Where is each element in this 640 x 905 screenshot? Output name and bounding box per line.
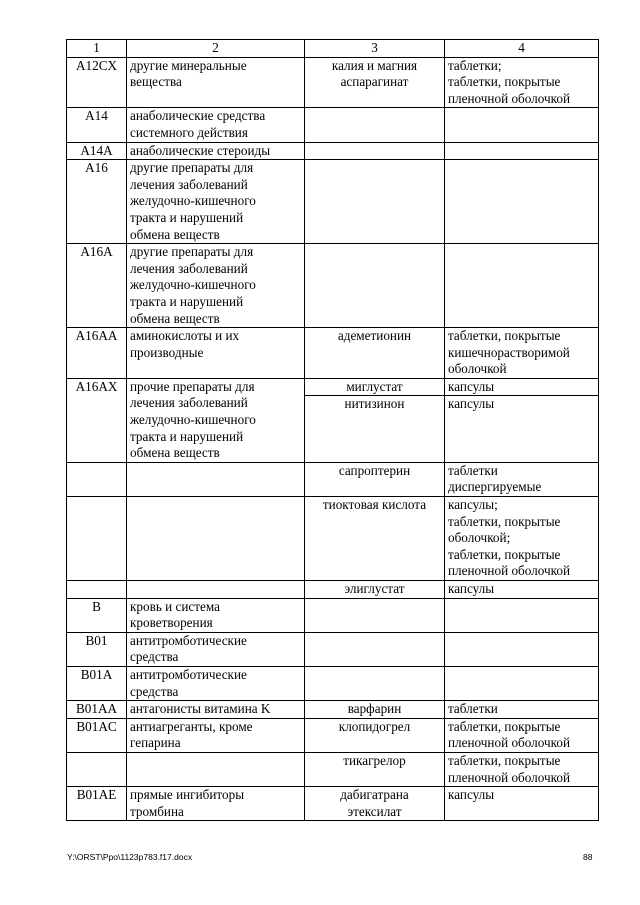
column-header-1: 1 bbox=[67, 40, 127, 58]
cell-text-line: аминокислоты и их bbox=[130, 328, 240, 344]
footer-file-path: Y:\ORST\Ppo\1123p783.f17.docx bbox=[67, 852, 193, 862]
drug-name-cell bbox=[305, 718, 445, 752]
cell-text-line: тиоктовая кислота bbox=[322, 497, 427, 513]
cell-text-line: элиглустат bbox=[344, 581, 405, 596]
cell-text-line: пленочной оболочкой bbox=[448, 769, 571, 785]
cell-text-line: лечения заболеваний bbox=[130, 176, 248, 192]
atc-code-cell bbox=[67, 497, 127, 581]
cell-text-line: таблетки, покрытые bbox=[448, 546, 561, 562]
drug-name-cell bbox=[305, 666, 445, 700]
cell-text-line: адеметионин bbox=[337, 328, 412, 344]
dosage-form-cell bbox=[445, 244, 599, 328]
cell-text-line: миглустат bbox=[346, 378, 403, 394]
group-name-cell bbox=[127, 701, 305, 719]
column-header-4: 4 bbox=[445, 40, 599, 58]
cell-text-line: обмена веществ bbox=[130, 310, 220, 326]
group-name-cell bbox=[127, 328, 305, 379]
cell-text-line: оболочкой bbox=[448, 361, 507, 377]
drug-name-cell bbox=[305, 497, 445, 581]
atc-code-cell: A16 bbox=[67, 160, 127, 244]
cell-text-line: клопидогрел bbox=[338, 718, 411, 734]
cell-text-line: калия и магния bbox=[331, 57, 418, 73]
cell-text-line: таблетки bbox=[448, 462, 498, 478]
dosage-form-cell bbox=[445, 328, 599, 379]
cell-text-line: тикагрелор bbox=[343, 752, 406, 768]
drug-name-cell bbox=[305, 328, 445, 379]
cell-text-line: лечения заболеваний bbox=[130, 395, 248, 411]
drug-name-cell bbox=[305, 244, 445, 328]
cell-text-line: анаболические средства bbox=[130, 108, 266, 124]
dosage-form-cell bbox=[445, 666, 599, 700]
cell-text-line: аспарагинат bbox=[340, 74, 409, 90]
cell-text-line: антиагреганты, кроме bbox=[130, 718, 253, 734]
cell-text-line: капсулы bbox=[445, 395, 598, 413]
cell-text-line: другие препараты для bbox=[130, 244, 254, 260]
cell-text-line: этексилат bbox=[347, 803, 402, 819]
atc-code-cell: B01AA bbox=[67, 701, 127, 719]
dosage-form-cell bbox=[445, 57, 599, 108]
table-row bbox=[67, 666, 599, 700]
atc-code-cell: B bbox=[67, 598, 127, 632]
table-row bbox=[67, 142, 599, 160]
drug-name-cell bbox=[305, 632, 445, 666]
dosage-form-cell bbox=[445, 701, 599, 719]
group-name-cell bbox=[127, 57, 305, 108]
dosage-form-cell bbox=[445, 378, 599, 462]
group-name-cell bbox=[127, 581, 305, 599]
cell-text-line: таблетки, покрытые bbox=[448, 718, 561, 734]
atc-code-cell: A16A bbox=[67, 244, 127, 328]
cell-text-line: таблетки, покрытые bbox=[448, 74, 561, 90]
cell-text-line: прочие препараты для bbox=[130, 378, 255, 394]
drug-name-cell bbox=[305, 142, 445, 160]
drug-name-cell bbox=[305, 752, 445, 786]
cell-text-line: тракта и нарушений bbox=[130, 209, 244, 225]
cell-text-line: производные bbox=[130, 344, 204, 360]
drug-name-cell bbox=[305, 701, 445, 719]
dosage-form-cell bbox=[445, 598, 599, 632]
table-row bbox=[67, 701, 599, 719]
atc-code-cell: B01 bbox=[67, 632, 127, 666]
table-row bbox=[67, 57, 599, 108]
cell-text-line: пленочной оболочкой bbox=[448, 90, 571, 106]
cell-text-line: варфарин bbox=[347, 701, 402, 717]
cell-text-line: желудочно-кишечного bbox=[130, 412, 256, 428]
cell-text-line: обмена веществ bbox=[130, 226, 220, 242]
cell-text-line: таблетки; bbox=[448, 57, 502, 73]
footer-page-number: 88 bbox=[583, 852, 593, 862]
cell-text-line: антитромботические bbox=[130, 666, 247, 682]
cell-text-line: лечения заболеваний bbox=[130, 260, 248, 276]
cell-text-line: гепарина bbox=[130, 735, 181, 751]
cell-text-line: тракта и нарушений bbox=[130, 293, 244, 309]
cell-text-line: средства bbox=[130, 649, 179, 665]
cell-text-line: тромбина bbox=[130, 803, 184, 819]
cell-text-line: другие минеральные bbox=[130, 57, 247, 73]
dosage-form-cell bbox=[445, 718, 599, 752]
drug-name-cell bbox=[305, 378, 445, 462]
atc-code-cell: A16AA bbox=[67, 328, 127, 379]
table-row bbox=[67, 787, 599, 821]
drug-name-cell bbox=[305, 581, 445, 599]
dosage-form-cell bbox=[445, 752, 599, 786]
group-name-cell bbox=[127, 752, 305, 786]
atc-code-cell: A14 bbox=[67, 108, 127, 142]
group-name-cell bbox=[127, 497, 305, 581]
group-name-cell bbox=[127, 632, 305, 666]
group-name-cell bbox=[127, 462, 305, 496]
cell-text-line: обмена веществ bbox=[130, 445, 220, 461]
group-name-cell bbox=[127, 108, 305, 142]
table-row bbox=[67, 108, 599, 142]
cell-text-line: нитизинон bbox=[305, 395, 444, 413]
table-row bbox=[67, 462, 599, 496]
cell-text-line: капсулы bbox=[448, 581, 495, 596]
medicines-table bbox=[66, 39, 599, 821]
dosage-form-cell bbox=[445, 632, 599, 666]
table-row bbox=[67, 752, 599, 786]
cell-text-line: кровь и система bbox=[130, 598, 220, 614]
dosage-form-cell bbox=[445, 142, 599, 160]
dosage-form-cell bbox=[445, 581, 599, 599]
group-name-cell bbox=[127, 718, 305, 752]
drug-name-cell bbox=[305, 160, 445, 244]
column-header-2: 2 bbox=[127, 40, 305, 58]
cell-text-line: антитромботические bbox=[130, 632, 247, 648]
drug-name-cell bbox=[305, 108, 445, 142]
cell-text-line: капсулы bbox=[448, 378, 495, 394]
atc-code-cell: A16AX bbox=[67, 378, 127, 462]
atc-code-cell: B01AC bbox=[67, 718, 127, 752]
cell-text-line: оболочкой; bbox=[448, 530, 511, 546]
drug-name-cell bbox=[305, 787, 445, 821]
table-row bbox=[67, 160, 599, 244]
cell-text-line: желудочно-кишечного bbox=[130, 193, 256, 209]
cell-text-line: прямые ингибиторы bbox=[130, 787, 245, 803]
atc-code-cell: B01A bbox=[67, 666, 127, 700]
atc-code-cell: A14A bbox=[67, 142, 127, 160]
atc-code-cell bbox=[67, 581, 127, 599]
dosage-form-cell bbox=[445, 108, 599, 142]
cell-text-line: желудочно-кишечного bbox=[130, 277, 256, 293]
group-name-cell bbox=[127, 787, 305, 821]
cell-text-line: анаболические стероиды bbox=[130, 142, 271, 158]
group-name-cell bbox=[127, 142, 305, 160]
table-row bbox=[67, 632, 599, 666]
atc-code-cell bbox=[67, 752, 127, 786]
dosage-form-cell bbox=[445, 497, 599, 581]
group-name-cell bbox=[127, 160, 305, 244]
cell-text-line: дабигатрана bbox=[340, 787, 409, 803]
cell-text-line: диспергируемые bbox=[448, 479, 542, 495]
cell-text-line: антагонисты витамина K bbox=[130, 701, 271, 717]
table-row bbox=[67, 581, 599, 599]
table-body bbox=[67, 57, 599, 821]
cell-text-line: капсулы; bbox=[448, 497, 498, 513]
cell-text-line: системного действия bbox=[130, 124, 248, 140]
cell-text-line: пленочной оболочкой bbox=[448, 563, 571, 579]
table-row bbox=[67, 718, 599, 752]
drug-name-cell bbox=[305, 598, 445, 632]
cell-text-line: таблетки, покрытые bbox=[448, 513, 561, 529]
group-name-cell bbox=[127, 666, 305, 700]
dosage-form-cell bbox=[445, 160, 599, 244]
cell-text-line: таблетки, покрытые bbox=[448, 328, 561, 344]
drug-name-cell bbox=[305, 57, 445, 108]
table-header-row bbox=[67, 40, 599, 58]
cell-text-line: таблетки bbox=[448, 701, 498, 717]
group-name-cell bbox=[127, 598, 305, 632]
drug-name-cell bbox=[305, 462, 445, 496]
table-row bbox=[67, 598, 599, 632]
cell-text-line: средства bbox=[130, 683, 179, 699]
cell-text-line: вещества bbox=[130, 74, 182, 90]
dosage-form-cell bbox=[445, 462, 599, 496]
table-row bbox=[67, 378, 599, 462]
group-name-cell bbox=[127, 378, 305, 462]
cell-text-line: сапроптерин bbox=[338, 462, 411, 478]
dosage-form-cell bbox=[445, 787, 599, 821]
atc-code-cell: A12CX bbox=[67, 57, 127, 108]
cell-text-line: другие препараты для bbox=[130, 160, 254, 176]
cell-text-line: кишечнорастворимой bbox=[448, 344, 570, 360]
column-header-3: 3 bbox=[305, 40, 445, 58]
group-name-cell bbox=[127, 244, 305, 328]
table-row bbox=[67, 497, 599, 581]
cell-text-line: тракта и нарушений bbox=[130, 428, 244, 444]
cell-text-line: кроветворения bbox=[130, 615, 213, 631]
cell-text-line: таблетки, покрытые bbox=[448, 752, 561, 768]
atc-code-cell: B01AE bbox=[67, 787, 127, 821]
cell-text-line: капсулы bbox=[448, 787, 495, 803]
table-row bbox=[67, 244, 599, 328]
cell-text-line: пленочной оболочкой bbox=[448, 735, 571, 751]
atc-code-cell bbox=[67, 462, 127, 496]
table-row bbox=[67, 328, 599, 379]
